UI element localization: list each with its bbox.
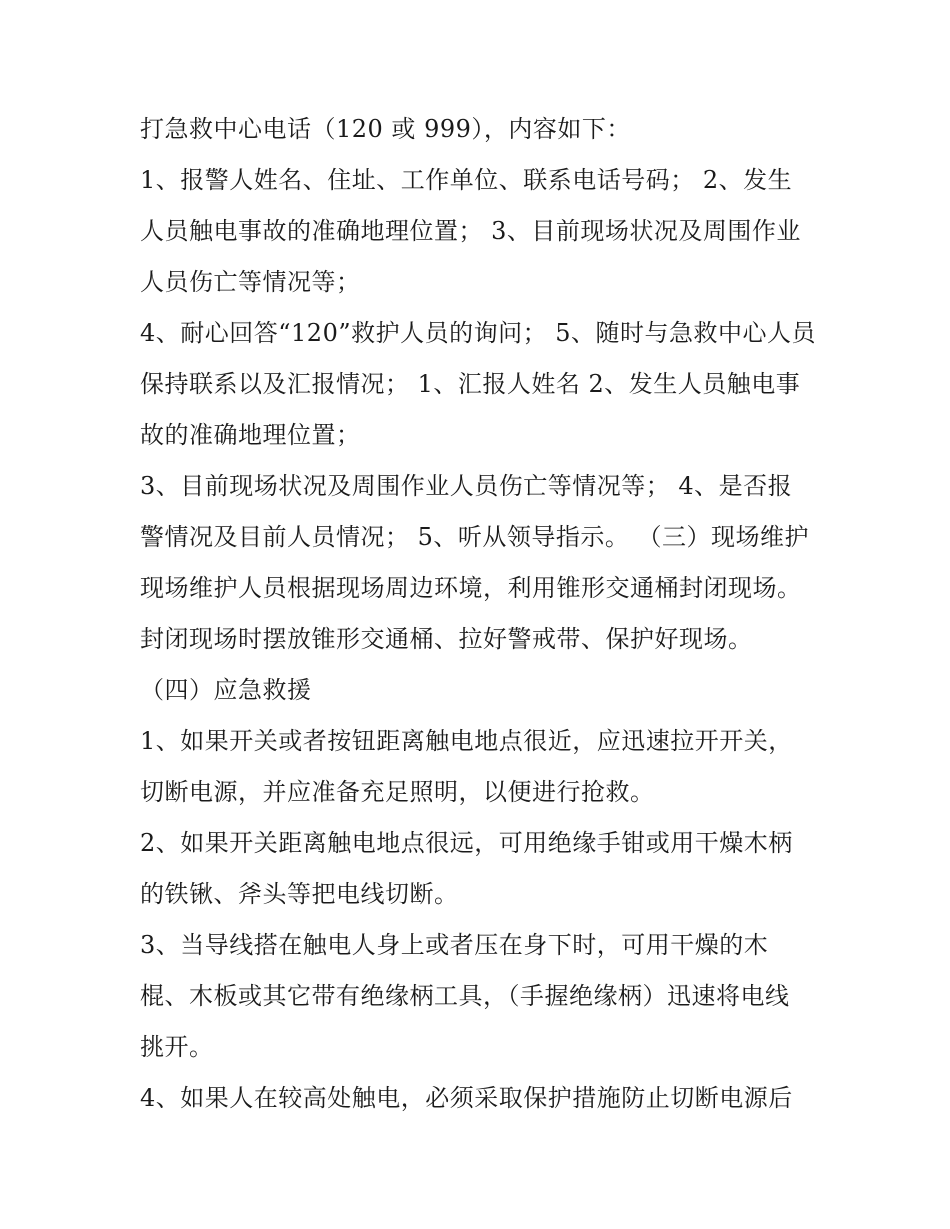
text-line: 警情况及目前人员情况； 5、听从领导指示。 （三）现场维护 — [140, 523, 810, 551]
text-line: 4、如果人在较高处触电，必须采取保护措施防止切断电源后 — [140, 1084, 793, 1112]
text-line: 保持联系以及汇报情况； 1、汇报人姓名 2、发生人员触电事 — [140, 370, 801, 398]
text-line: 1、如果开关或者按钮距离触电地点很近，应迅速拉开开关， — [140, 727, 793, 755]
text-line: 2、如果开关距离触电地点很远，可用绝缘手钳或用干燥木柄 — [140, 829, 793, 857]
text-line: 的铁锹、斧头等把电线切断。 — [140, 880, 459, 908]
text-line: 打急救中心电话（120 或 999），内容如下： — [140, 115, 631, 143]
text-line: 封闭现场时摆放锥形交通桶、拉好警戒带、保护好现场。 — [140, 625, 753, 653]
text-line: 人员触电事故的准确地理位置； 3、目前现场状况及周围作业 — [140, 217, 801, 245]
text-line: 人员伤亡等情况等； — [140, 268, 361, 296]
text-line: 1、报警人姓名、住址、工作单位、联系电话号码； 2、发生 — [140, 166, 793, 194]
text-line: 4、耐心回答“120”救护人员的询问； 5、随时与急救中心人员 — [140, 319, 817, 347]
text-line: 3、当导线搭在触电人身上或者压在身下时，可用干燥的木 — [140, 931, 769, 959]
text-line: 3、目前现场状况及周围作业人员伤亡等情况等； 4、是否报 — [140, 472, 793, 500]
text-line: 挑开。 — [140, 1033, 214, 1061]
text-line: 现场维护人员根据现场周边环境，利用锥形交通桶封闭现场。 — [140, 574, 802, 602]
section-heading: （四）应急救援 — [140, 676, 312, 704]
text-line: 故的准确地理位置； — [140, 421, 361, 449]
text-line: 棍、木板或其它带有绝缘柄工具，（手握绝缘柄）迅速将电线 — [140, 982, 790, 1010]
text-line: 切断电源，并应准备充足照明，以便进行抢救。 — [140, 778, 655, 806]
